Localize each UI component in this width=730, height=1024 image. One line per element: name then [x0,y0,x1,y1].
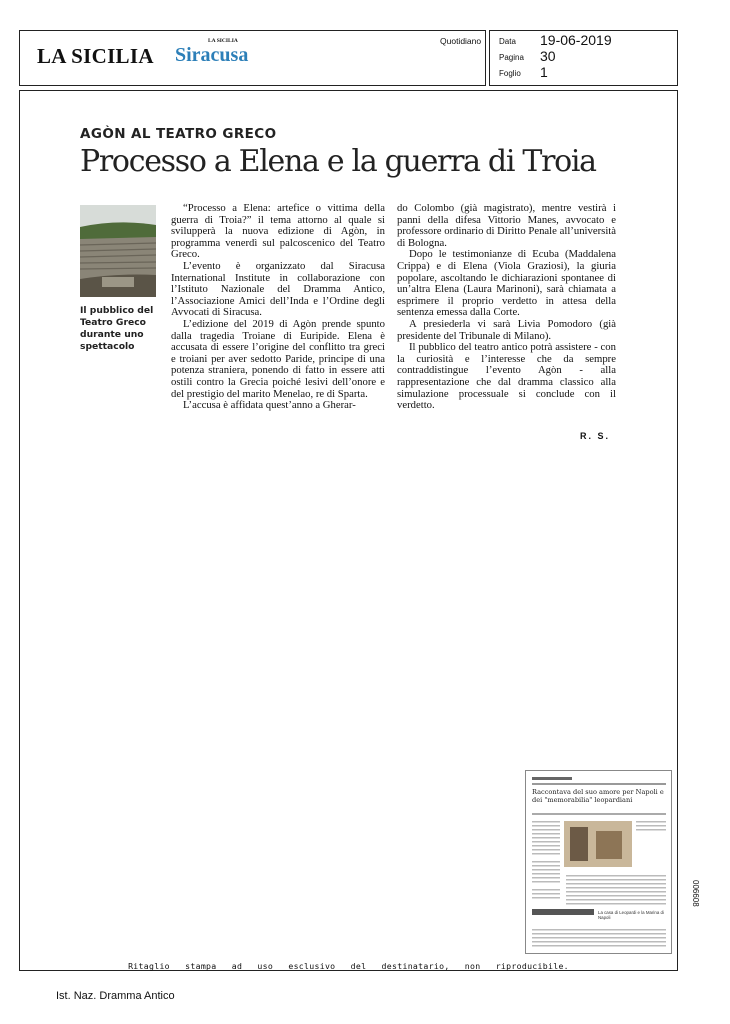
client-label: Ist. Naz. Dramma Antico [56,990,175,1002]
publication-type: Quotidiano [440,36,482,46]
thumbnail-small-headline: La casa di Leopardi e la Marina di Napoli [598,910,664,920]
article-column-2 [397,203,616,412]
meta-value-date: 19-06-2019 [540,32,612,48]
article-title: Processo a Elena e la guerra di Troia [80,144,596,179]
meta-value-page: 30 [540,48,556,64]
paragraph: A presiederla vi sarà Livia Pomodoro (già presidente del Tribunale di Milano). [397,317,616,342]
paragraph: L’accusa è affidata quest’anno a Gherar- [183,399,356,412]
article-column-1 [171,203,385,412]
paragraph: “Processo a Elena: artefice o vittima della guerra di Troia?” il tema attorno al quale si svilupperà la nuova edizione di Agòn, in programma venerdì sul palcoscenico del Teatro Greco. [171,202,385,261]
paragraph: L’edizione del 2019 di Agòn prende spunto dalla tragedia Troiane di Euripide. Elena è accusata di essere l’origine del conflitto tra greci e troiani per aver sedotto Paride, principe di una potenza straniera, ponendo di fatto in essere atti ostili contro la Grecia poiché lesivi dell’onore e del prestigio del marito Menelao, re di Sparta. [171,317,385,400]
paragraph: do Colombo (già magistrato), mentre vestirà i panni della difesa Vittorio Manes, avvocato e professore ordinario di Diritto Penale all’università di Bologna. [397,202,616,249]
paragraph: Dopo le testimonianze di Ecuba (Maddalena Crippa) e di Elena (Viola Graziosi), la giuria popolare, ascoltando le dichiarazioni spontanee di un’altra Elena (Laura Marinoni), sarà chiamata a esprimere il proprio verdetto in attesa della sentenza emessa dalla Corte. [397,248,616,319]
edition-name: Siracusa [175,44,249,66]
thumbnail-headline: Raccontava del suo amore per Napoli e dei "memorabilia" leopardiani [532,788,664,804]
meta-label-page: Pagina [499,53,524,62]
paragraph: Il pubblico del teatro antico potrà assistere - con la curiosità e l’interesse che da sempre contraddistingue l’evento Agòn - alla rappresentazione che dal dramma classico alla simulazione processuale si conclude con il verdetto. [397,341,616,412]
article-kicker: AGÒN AL TEATRO GRECO [80,126,277,142]
page-thumbnail [525,770,672,954]
masthead-logo: LA SICILIA [37,44,154,68]
meta-label-date: Data [499,37,516,46]
paragraph: L’evento è organizzato dal Siracusa International Institute in collaborazione con l’Istituto Nazionale del Dramma Antico, l’Associazione Amici dell’Inda e l’Ordine degli Avvocati di Siracusa. [171,259,385,319]
theatre-photo [80,205,156,297]
meta-value-sheet: 1 [540,64,548,80]
author-signature: R. S. [580,431,611,441]
meta-label-sheet: Foglio [499,69,521,78]
photo-caption: Il pubblico del Teatro Greco durante uno spettacolo [80,305,154,352]
footer-notice: Ritaglio stampa ad uso esclusivo del destinatario, non riproducibile. [128,961,569,971]
side-code: 006608 [691,880,700,907]
masthead-small-logo: LA SICILIA [208,38,238,44]
